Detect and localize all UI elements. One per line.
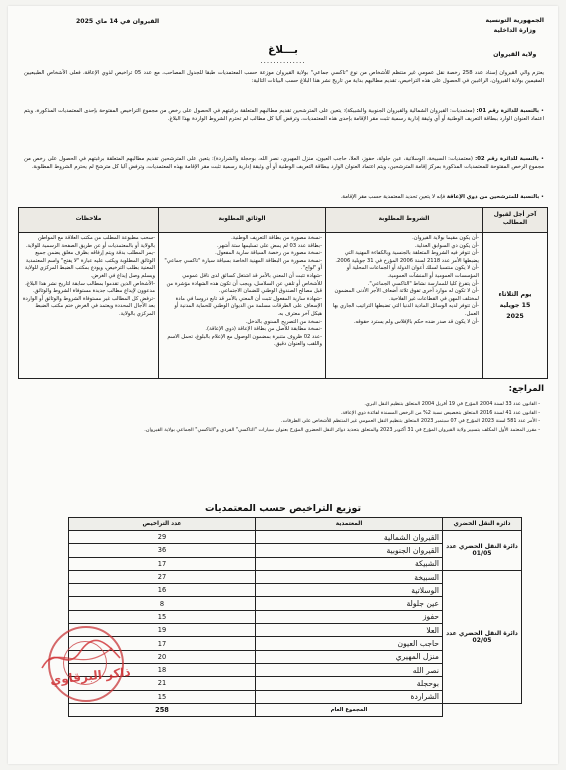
- bullet-disability: • بالنسبة للمترشحين من ذوي الإعاقة فإنه لا يتعين تحديد المعتمدية حسب مقر الإقامة.: [340, 194, 544, 200]
- document-item: -نسخة من التصريح السنوي بالدخل.: [245, 318, 322, 325]
- delegation-name: عين جلولة: [256, 597, 443, 610]
- deadline-cell: [483, 233, 548, 379]
- document-item: -نسخة مصورة من بطاقة التعريف الوطنية.: [231, 235, 322, 241]
- deadline-date: 15 جويلية: [499, 302, 531, 309]
- document-item: -شهادة سارية المفعول تثبت أن المعني بالأمر قد تابع دروسا في مادة الإسعاف على الطرقات مسلمة من الديوان الوطني للحماية المدنية أو هيكل آخر معترف به.: [174, 295, 322, 317]
- condition-item: -أن لا يكون منتسبا لسلك أعوان الدولة أو الجماعات المحلية أو المؤسسات العمومية أو المنشآت العمومية.: [346, 265, 479, 279]
- reference-item: - القانون عدد 41 لسنة 2016 المتعلق بتخصيص نسبة 2% من الرخص المسندة لفائدة ذوي الإعاقة.: [340, 409, 540, 416]
- bullet-label: بالنسبة للمترشحين من ذوي الإعاقة: [446, 194, 540, 200]
- license-count: 21: [69, 677, 256, 690]
- license-count: 27: [69, 570, 256, 583]
- conditions-cell: [326, 233, 483, 379]
- condition-item: -أن لا يكون قد صدر ضده حكم بالإفلاس ولم يسترد حقوقه.: [353, 318, 479, 325]
- delegation-name: القيروان الجنوبية: [256, 544, 443, 557]
- circuit-1-label: دائرة النقل الحضري عدد 01/05: [443, 531, 522, 571]
- license-count: 8: [69, 597, 256, 610]
- header-notes: ملاحظات: [19, 208, 159, 233]
- license-count: 20: [69, 650, 256, 663]
- document-item: -عدد 02 ظروف متنبرة بمضمون الوصول مع الإعلام بالبلوغ، تحمل الاسم واللقب والعنوان دقيق.: [167, 333, 322, 348]
- delegation-name: منزل المهيري: [256, 650, 443, 663]
- table-row: [69, 570, 522, 583]
- intro-paragraph: يعتزم والي القيروان إسناد عدد 258 رخصة نقل عمومي غير منتظم للأشخاص من نوع "تاكسي جماعي" بولاية القيروان موزعة حسب المعتمديات طبقا للجدول المصاحب، مع عدد 05 تراخيص لذوي الإعاقة، فعلى الأشخاص الطبيعيين المقيمين بولاية القيروان، الراغبين في الحصول على هذه التراخيص، تقديم مطالبهم بداية من تاريخ نشر هذا البلاغ حسب البيانات التالية:: [24, 70, 544, 85]
- document-page: [8, 6, 558, 764]
- deadline-year: 2025: [506, 313, 524, 320]
- license-count: 15: [69, 610, 256, 623]
- condition-item: -أن لا تكون له موارد أخرى تفوق ثلاثة أضعاف الأجر الأدنى المضمون لمختلف المهن في القطاعات غير الفلاحية.: [334, 288, 479, 302]
- condition-item: -أن تتوفر لديه الوسائل المادية الدنيا التي تضبطها التراتيب الجاري بها العمل.: [332, 303, 479, 317]
- note-item: -يمر المطلب بدقة ويتم إرفاقه بظرف مغلق يضمن جميع الوثائق المطلوبة ويكتب عليه عبارة "لا يفتح" واسم المعتمدية المعنية بطلب الترخيص، ويودع بمكتب الضبط المركزي للولاية ويسلم وصل إيداع في الغرض.: [24, 250, 155, 279]
- bullet-text: فإنه لا يتعين تحديد المعتمدية حسب مقر الإقامة.: [340, 194, 446, 200]
- delegation-name: بوحجلة: [256, 677, 443, 690]
- document-item: -نسخة مصورة من البطاقة المهنية الخاصة بسياقة سيارة "تاكسي جماعي" أو "لواج".: [164, 257, 322, 272]
- documents-cell: [159, 233, 326, 379]
- license-count: 29: [69, 531, 256, 544]
- license-count: 18: [69, 663, 256, 676]
- distribution-table: [68, 517, 522, 717]
- notes-cell: [19, 233, 159, 379]
- delegation-name: الشراردة: [256, 690, 443, 703]
- header-delegation: المعتمدية: [256, 518, 443, 531]
- reference-item: - مقرر المعتمد الأول المكلف بتسيير ولاية القيروان المؤرخ في 31 أكتوبر 2023 والمتعلق بتحديد دوائر النقل الحضري المؤرخ بعنوان سيارات "التاكسي" الفردي و"التاكسي" الجماعي بولاية القيروان.: [144, 426, 540, 433]
- total-count: 258: [69, 703, 256, 716]
- bullet-circuit-2: • بالنسبة للدائرة رقم 02: (معتمديات: السبيخة، الوسلاتية، عين جلولة، حفوز، العلا، حاجب العيون، منزل المهيري، نصر الله، بوحجلة والشراردة): يتعين على المترشحين تقديم مطالبهم المتعلقة برغبتهم في الحصول على رخص من مجموع الرخص المفتوحة للمعتمديات المذكورة بمركز إقامة المترشحين، ويتم اعتماد العنوان الوارد ببطاقة التعريف الوطنية أو أي وثيقة إدارية رسمية تثبت مقر الإقامة بهذه المعتمديات، وترفض آليا كل مترشح لم يحترم الشروط المطلوبة.: [24, 156, 545, 171]
- delegation-name: السبيخة: [256, 570, 443, 583]
- circuit-2-label: دائرة النقل الحضري عدد 02/05: [443, 570, 522, 703]
- total-row: [69, 703, 522, 716]
- title-dots: ..............: [260, 57, 306, 65]
- header-circuit: دائرة النقل الحضري: [443, 518, 522, 531]
- delegation-name: القيروان الشمالية: [256, 531, 443, 544]
- references-title: المراجع:: [508, 384, 544, 394]
- note-item: -سحب مطبوعة المطلب من مكتب العلاقة مع المواطن بالولاية أو بالمعتمديات أو عن طريق الصفحة الرسمية للولاية.: [25, 235, 155, 249]
- requirements-table: [18, 207, 548, 379]
- condition-item: -أن يكون ذي السوابق العدلية.: [414, 242, 479, 249]
- note-item: -الأشخاص الذين تقدموا بمطالب سابقة لتاريخ نشر هذا البلاغ، مدعوون لإيداع مطالب جديدة مستوفاة الشروط والوثائق.: [25, 280, 155, 295]
- reference-item: - الأمر عدد 581 لسنة 2023 المؤرخ في 07 سبتمبر 2023 المتعلق بتنظيم النقل العمومي غير المنتظم للأشخاص على الطرقات.: [281, 418, 540, 425]
- total-label: المجموع العام: [256, 703, 443, 716]
- bullet-circuit-1: • بالنسبة للدائرة رقم 01: (معتمديات: القيروان الشمالية والقيروان الجنوبية والشبيكة): يتعين على المترشحين تقديم مطالبهم المتعلقة برغبتهم في الحصول على رخص من مجموع التراخيص المفتوحة بإحدى المعتمديات المذكورة، ويتم اعتماد العنوان الوارد ببطاقة التعريف الوطنية أو أي وثيقة إدارية رسمية تثبت مقر الإقامة بإحدى هذه المعتمديات، وترفض آليا كل مطالب لم تحترم الشروط الواردة بهذا البلاغ.: [24, 108, 544, 123]
- document-item: -بطاقة عدد 03 لم يمض على تسليمها ستة أشهر.: [216, 242, 322, 249]
- license-count: 17: [69, 557, 256, 570]
- signatory-name: ذاكر البرقاوي: [49, 664, 132, 688]
- document-item: -نسخة مطابقة للأصل من بطاقة الإعاقة (ذوي الإعاقة).: [205, 326, 322, 333]
- condition-item: -أن يكون مقيما بولاية القيروان.: [412, 235, 479, 241]
- table-row: [69, 531, 522, 544]
- license-count: 17: [69, 637, 256, 650]
- delegation-name: حاجب العيون: [256, 637, 443, 650]
- header-count: عدد التراخيص: [69, 518, 256, 531]
- document-item: -نسخة مصورة من رخصة السياقة سارية المفعول.: [215, 250, 322, 257]
- bullet-text: (معتمديات: القيروان الشمالية والقيروان الجنوبية والشبيكة): يتعين على المترشحين تقديم مطالبهم المتعلقة برغبتهم في الحصول على رخص من مجموع التراخيص المفتوحة بإحدى المعتمديات المذكورة، ويتم اعتماد العنوان الوارد ببطاقة التعريف الوطنية أو أي وثيقة إدارية رسمية تثبت مقر الإقامة بإحدى هذه المعتمديات، وترفض آليا كل مطالب لم تحترم الشروط الواردة بهذا البلاغ.: [24, 108, 544, 123]
- delegation-name: حفوز: [256, 610, 443, 623]
- governorate-name: ولاية القيروان: [493, 51, 537, 58]
- ministry-name: وزارة الداخلية: [493, 27, 536, 34]
- references-list: [20, 400, 540, 434]
- delegation-name: نصر الله: [256, 663, 443, 676]
- distribution-title: توزيع التراخيص حسب المعتمديات: [204, 503, 362, 514]
- bullet-label: بالنسبة للدائرة رقم 02:: [475, 156, 539, 162]
- license-count: 36: [69, 544, 256, 557]
- condition-item: -أن يتفرغ كليا للممارسة نشاط "التاكسي الجماعي".: [367, 280, 479, 287]
- delegation-name: الشبيكة: [256, 557, 443, 570]
- condition-item: -أن تتوفر فيه الشروط المتعلقة بالجنسية وبالكفاءة المهنية التي يضبطها الأمر عدد 2118 لسنة 2006 المؤرخ في 31 جويلية 2006.: [335, 250, 479, 264]
- delegation-name: الوسلاتية: [256, 584, 443, 597]
- license-count: 16: [69, 584, 256, 597]
- note-item: -ترفض كل المطالب غير مستوفاة الشروط والوثائق أو الواردة بعد الآجال المحددة ويعتمد في الغرض ختم مكتب الضبط المركزي بالولاية.: [22, 295, 155, 317]
- notice-title: بـــلاغ: [268, 44, 298, 56]
- delegation-name: العلا: [256, 624, 443, 637]
- country-name: الجمهورية التونسية: [485, 17, 544, 24]
- bullet-text: (معتمديات: السبيخة، الوسلاتية، عين جلولة، حفوز، العلا، حاجب العيون، منزل المهيري، نصر الله، بوحجلة والشراردة): يتعين على المترشحين تقديم مطالبهم المتعلقة برغبتهم في الحصول على رخص من مجموع الرخص المفتوحة للمعتمديات المذكورة بمركز إقامة المترشحين، ويتم اعتماد العنوان الوارد ببطاقة التعريف الوطنية أو أي وثيقة إدارية رسمية تثبت مقر الإقامة بهذه المعتمديات، وترفض آليا كل مترشح لم يحترم الشروط المطلوبة.: [24, 156, 544, 171]
- deadline-day: يوم الثلاثاء: [498, 291, 532, 298]
- license-count: 15: [69, 690, 256, 703]
- bullet-label: بالنسبة للدائرة رقم 01:: [476, 108, 540, 114]
- reference-item: - القانون عدد 33 لسنة 2004 المؤرخ في 19 أفريل 2004 المتعلق بتنظيم النقل البري.: [364, 401, 540, 407]
- header-deadline: آخر أجل لقبول المطالب: [483, 208, 548, 233]
- header-documents: الوثائق المطلوبة: [159, 208, 326, 233]
- place-date: القيروان في 14 ماي 2025: [76, 18, 160, 25]
- license-count: 19: [69, 624, 256, 637]
- document-item: -شهادة تثبت أن المعني بالأمر قد اشتغل كسائق لدى ناقل عمومي للأشخاص أو تلقي عن السلاسل، ويجب أن تكون هذه الشهادة مؤشرة من قبل مصالح الصندوق الوطني للضمان الاجتماعي.: [166, 272, 322, 295]
- header-conditions: الشروط المطلوبة: [326, 208, 483, 233]
